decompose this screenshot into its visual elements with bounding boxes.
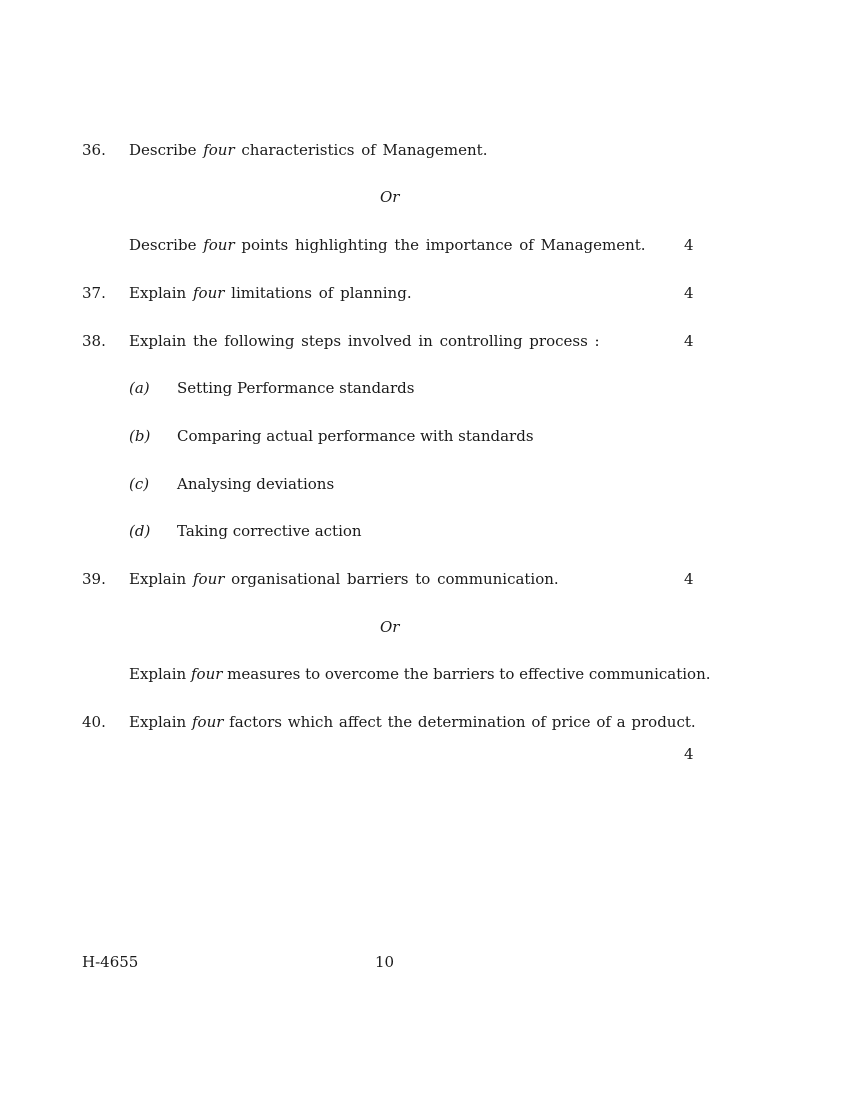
sub-item-a-label: (a) [129,379,150,397]
question-36-number: 36. [82,141,106,159]
sub-item-c-text: Analysing deviations [177,475,335,493]
question-40-marks: 4 [684,745,694,763]
question-39-or-separator: Or [380,618,400,636]
question-38-marks: 4 [684,332,694,350]
paper-code: H-4655 [82,953,139,971]
sub-item-b-label: (b) [129,427,151,445]
sub-item-a-text: Setting Performance standards [177,379,415,397]
sub-item-c-label: (c) [129,475,150,493]
question-38-number: 38. [82,332,106,350]
question-39-marks: 4 [684,570,694,588]
question-39-number: 39. [82,570,106,588]
question-38-text: Explain the following steps involved in controlling process : [129,332,600,350]
sub-item-d-text: Taking corrective action [177,522,362,540]
question-36-marks: 4 [684,236,694,254]
question-36-alternative-text: Describe four points highlighting the importance of Management. [129,236,646,254]
question-37-number: 37. [82,284,106,302]
question-37-text: Explain four limitations of planning. [129,284,412,302]
question-40-number: 40. [82,713,106,731]
question-36-text: Describe four characteristics of Management. [129,141,488,159]
sub-item-d-label: (d) [129,522,151,540]
question-36-or-separator: Or [380,188,400,206]
question-39-text: Explain four organisational barriers to communication. [129,570,559,588]
question-40-text: Explain four factors which affect the determination of price of a product. [129,713,696,731]
sub-item-b-text: Comparing actual performance with standards [177,427,534,445]
question-37-marks: 4 [684,284,694,302]
question-39-alternative-text: Explain four measures to overcome the barriers to effective communication. [129,665,711,683]
page-number: 10 [375,953,395,971]
